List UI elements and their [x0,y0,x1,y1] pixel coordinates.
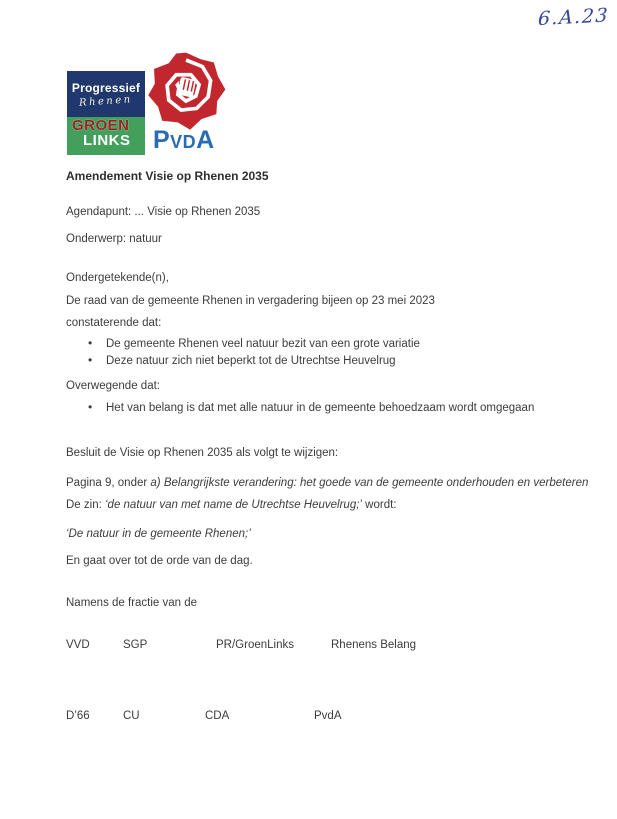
progressief-label: Progressief [71,81,141,95]
groen-label: GROEN [72,117,130,134]
sentence-prefix: De zin: [66,499,105,511]
bullet-text: Het van belang is dat met alle natuur in de gemeente behoedzaam wordt omgegaan [106,402,535,414]
bullet-dot: • [88,336,93,350]
party-d66: D’66 [66,710,90,722]
party-rhenens-belang: Rhenens Belang [331,639,417,651]
amendment-page-line [66,477,588,490]
subject-line: Onderwerp: natuur [66,233,162,245]
party-pr-groenlinks: PR/GroenLinks [216,639,294,651]
considering-bullet-1 [66,402,534,415]
noting-header: constaterende dat: [66,317,162,329]
party-sgp: SGP [123,639,148,651]
bullet-dot: • [88,353,93,367]
noting-bullet-2 [66,355,396,368]
salutation-line: Ondergetekende(n), [66,272,169,284]
party-pvda: PvdA [314,710,342,722]
party-vvd: VVD [66,639,90,651]
bullet-dot: • [88,400,93,414]
party-cu: CU [123,710,140,722]
pvda-wordmark: PvdA [153,126,215,154]
rhenen-script-label: Rhenen [78,94,134,109]
bullet-text: Deze natuur zich niet beperkt tot de Utrechtse Heuvelrug [106,355,396,367]
page-line-italic: a) Belangrijkste verandering: het goede van de gemeente onderhouden en verbeteren [150,477,589,489]
agenda-line: Agendapunt: ... Visie op Rhenen 2035 [66,206,261,218]
closing-line: En gaat over tot de orde van de dag. [66,555,253,567]
noting-bullet-1 [66,338,420,351]
links-label: LINKS [83,132,131,149]
progressief-rhenen-logo-top [67,71,145,117]
pvda-rose-icon [145,50,227,134]
sentence-suffix: wordt: [361,499,397,511]
groenlinks-logo-bottom [67,117,145,155]
bullet-text: De gemeente Rhenen veel natuur bezit van een grote variatie [106,338,420,350]
progressief-rhenen-groenlinks-logo [67,71,145,155]
amendment-sentence-line [66,499,397,512]
decision-line: Besluit de Visie op Rhenen 2035 als volgt te wijzigen: [66,447,339,459]
handwritten-agenda-number: 6.A.23 [537,4,610,31]
document-title: Amendement Visie op Rhenen 2035 [66,169,269,183]
signature-header: Namens de fractie van de [66,597,198,609]
council-line: De raad van de gemeente Rhenen in vergadering bijeen op 23 mei 2023 [66,295,435,307]
page-line-prefix: Pagina 9, onder [66,477,151,489]
sentence-italic: ‘de natuur van met name de Utrechtse Heuvelrug;’ [105,499,362,511]
party-cda: CDA [205,710,230,722]
considering-header: Overwegende dat: [66,380,160,392]
replacement-line: ‘De natuur in de gemeente Rhenen;’ [66,528,251,540]
